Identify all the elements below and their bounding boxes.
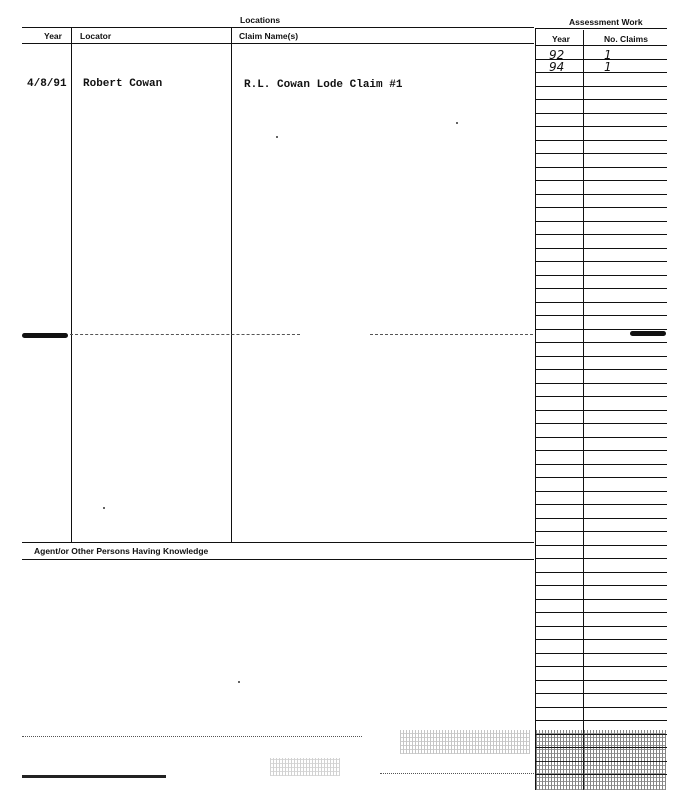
agent-section-label: Agent/or Other Persons Having Knowledge [34,546,209,556]
assessment-grid-line [536,464,667,465]
speck [103,507,105,509]
assessment-grid-line [536,545,667,546]
claim-name: R.L. Cowan Lode Claim #1 [244,79,403,91]
locations-header: Locations [240,15,281,25]
assessment-grid-line [536,383,667,384]
assessment-grid-line [536,680,667,681]
assessment-grid-line [536,86,667,87]
year-column-header: Year [44,31,62,41]
assessment-grid-line [536,288,667,289]
assessment-grid-line [536,558,667,559]
claim-names-column-header: Claim Name(s) [239,31,299,41]
left-fold-mark [22,333,68,338]
assessment-grid-line [536,585,667,586]
assessment-grid-line [536,518,667,519]
scan-noise-bar [22,775,166,778]
assessment-grid-line [536,626,667,627]
fold-line-left [70,334,300,335]
assessment-grid-line [536,477,667,478]
assessment-grid-line [536,342,667,343]
table-bottom-rule [22,542,534,543]
speck [456,122,458,124]
agent-section-rule [22,559,534,560]
assessment-grid-line [536,653,667,654]
assessment-grid-line [536,450,667,451]
assessment-grid-line [536,599,667,600]
assessment-grid-line [536,126,667,127]
assessment-grid-line [536,167,667,168]
assessment-claims-2: 1 [604,60,612,74]
locator-name: Robert Cowan [83,78,163,90]
assessment-year-header: Year [552,34,570,44]
assessment-claims-1: 1 [604,48,612,62]
assessment-grid-line [536,329,667,330]
assessment-grid-line [536,410,667,411]
scan-noise-patch [270,758,340,776]
no-claims-header: No. Claims [604,34,648,44]
assessment-grid-line [536,531,667,532]
location-date: 4/8/91 [27,78,67,90]
fold-line-right [370,334,533,335]
assessment-grid-line [536,720,667,721]
scan-noise-patch [400,730,530,754]
speck [276,136,278,138]
assessment-grid-line [536,153,667,154]
assessment-grid-line [536,221,667,222]
assessment-left-border [535,28,536,790]
assessment-year-1: 92 [549,48,565,62]
assessment-grid-line [536,356,667,357]
assessment-grid-line [536,180,667,181]
assessment-grid-line [536,207,667,208]
assessment-work-header: Assessment Work [569,17,643,27]
scan-noise-line [380,773,534,774]
scan-noise-line [22,736,362,737]
assessment-grid-line [536,504,667,505]
year-locator-divider [71,28,72,542]
assessment-grid-line [536,140,667,141]
assessment-top-rule [535,28,667,29]
locator-column-header: Locator [80,31,112,41]
assessment-grid-line [536,707,667,708]
assessment-grid-line [536,396,667,397]
right-fold-mark [630,331,666,336]
assessment-grid-line [536,572,667,573]
assessment-grid-line [536,113,667,114]
assessment-grid-line [536,693,667,694]
assessment-grid-line [536,639,667,640]
header-bottom-rule [22,43,534,44]
assessment-grid-line [536,369,667,370]
locator-claim-divider [231,28,232,542]
assessment-grid-line [536,99,667,100]
assessment-grid-line [536,315,667,316]
assessment-grid-line [536,491,667,492]
assessment-grid-line [536,612,667,613]
assessment-grid-line [536,437,667,438]
speck [238,681,240,683]
assessment-grid-line [536,275,667,276]
assessment-grid-line [536,234,667,235]
assessment-grid-line [536,194,667,195]
assessment-grid-line [536,248,667,249]
assessment-grid-line [536,666,667,667]
assessment-year-2: 94 [549,60,565,74]
assessment-grid-line [536,423,667,424]
scan-noise-dark-patch [536,730,666,790]
assessment-grid-line [536,261,667,262]
assessment-grid-line [536,45,667,46]
assessment-grid-line [536,302,667,303]
header-top-rule [22,27,534,28]
